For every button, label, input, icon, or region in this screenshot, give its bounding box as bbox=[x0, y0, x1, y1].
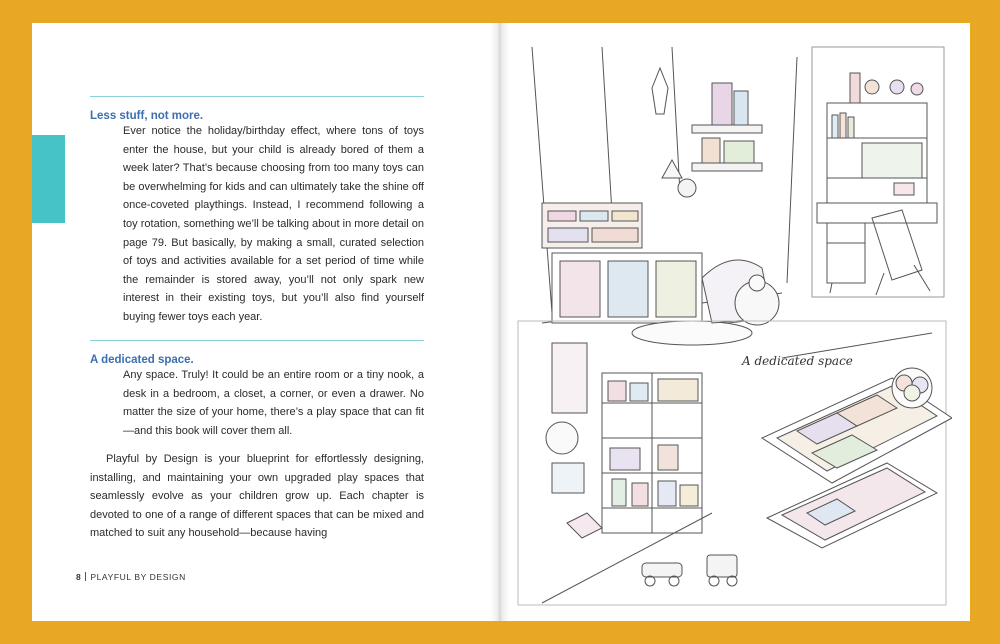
paragraph-less-stuff-text: Ever notice the holiday/birthday effect, where tons of toys enter the house, but your child is already bored of them a week later? That’s because choosing from too many toys can be overwhelming for kids and can ultimately take the shine off once-coveted playthings. Instead, I recommend following a toy rotation, something we’ll be talking about in more detail on page 79. But basically, by making a small, curated selection of toys and activities available for a set period of time while the remainder is stored away, you’ll not only spark new interest in their existing toys, but you’ll also find yourself buying fewer toys each year. bbox=[123, 125, 424, 323]
running-title: PLAYFUL BY DESIGN bbox=[90, 572, 186, 582]
paragraph-playful-by-design-text: Playful by Design is your blueprint for effortlessly designing, installing, and maintaining your own upgraded play spaces that seamlessly evolve as your children grow up. Each chapter is devoted to one of a range of different spaces that can be mixed and matched to suit any household—because having bbox=[90, 453, 424, 540]
section-rule-middle bbox=[90, 340, 424, 341]
book-spread bbox=[32, 23, 970, 621]
shelving-drawer-sketch bbox=[518, 321, 952, 605]
heading-less-stuff: Less stuff, not more. bbox=[90, 110, 204, 122]
playroom-illustration bbox=[512, 43, 952, 609]
paragraph-dedicated-space-text: Any space. Truly! It could be an entire room or a tiny nook, a desk in a bedroom, a closet, a corner, or even a drawer. No matter the size of your home, there’s a play space that can fit—and this book will cover them all. bbox=[123, 369, 424, 437]
page-number: 8 bbox=[76, 572, 82, 582]
heading-dedicated-space: A dedicated space. bbox=[90, 354, 194, 366]
chapter-tab bbox=[32, 135, 65, 223]
paragraph-dedicated-space bbox=[123, 366, 424, 440]
footer-divider bbox=[85, 572, 86, 581]
reading-nook-sketch bbox=[532, 47, 797, 345]
page-footer bbox=[76, 572, 186, 582]
desk-hutch-sketch bbox=[812, 47, 944, 297]
paragraph-playful-by-design bbox=[90, 450, 424, 543]
section-rule-top bbox=[90, 96, 424, 97]
paragraph-less-stuff bbox=[123, 122, 424, 327]
book-gutter bbox=[490, 23, 510, 621]
illustration-caption: A dedicated space bbox=[742, 354, 853, 368]
